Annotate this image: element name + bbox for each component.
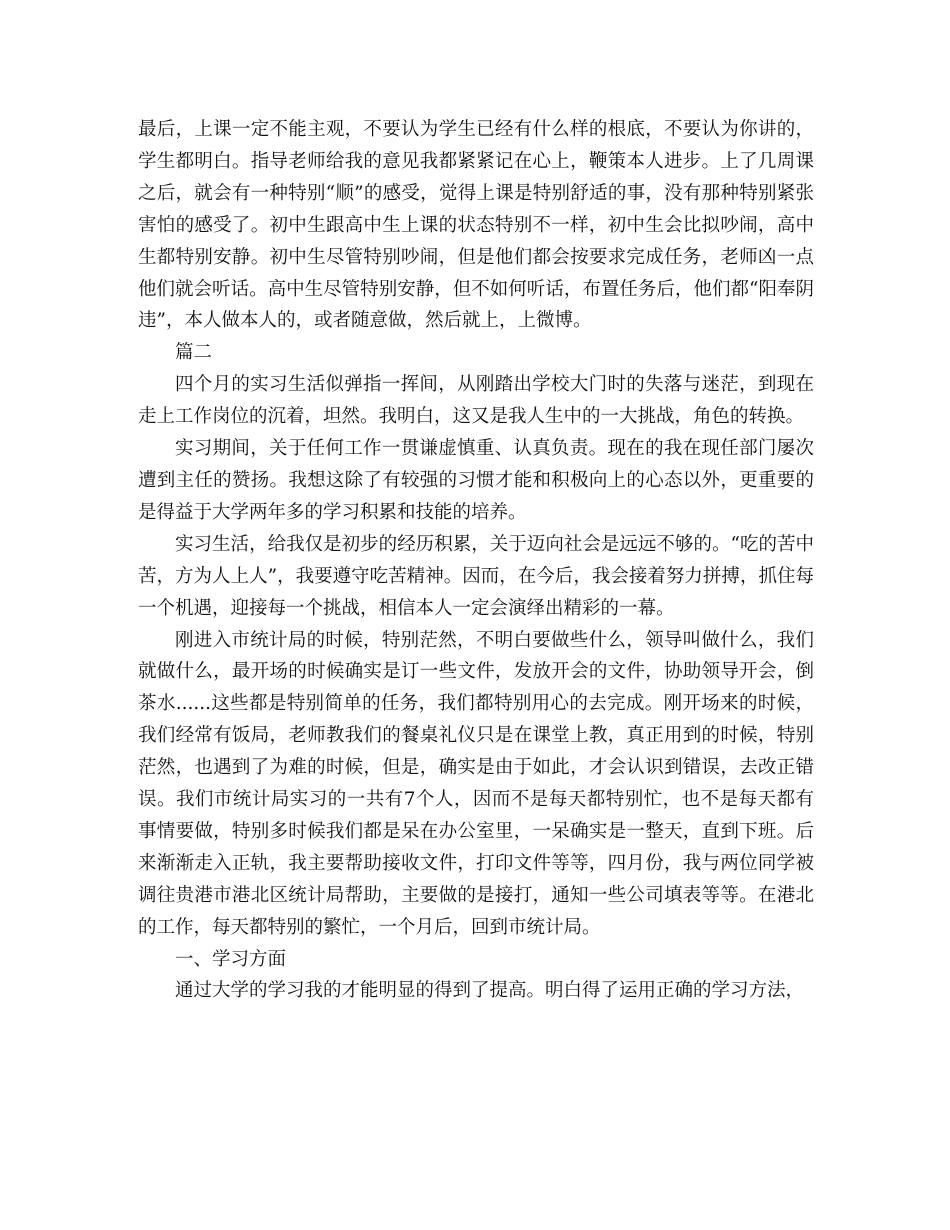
document-body (138, 114, 814, 1007)
paragraph-statistics-bureau: 刚进入市统计局的时候，特别茫然，不明白要做些什么，领导叫做什么，我们就做什么，最开场的时候确实是订一些文件，发放开会的文件，协助领导开会，倒茶水......这些都是特别简单的任务，我们都特别用心的去完成。刚开场来的时候，我们经常有饭局，老师教我们的餐桌礼仪只是在课堂上教，真正用到的时候，特别茫然，也遇到了为难的时候，但是，确实是由于如此，才会认识到错误，去改正错误。我们市统计局实习的一共有7个人，因而不是每天都特别忙，也不是每天都有事情要做，特别多时候我们都是呆在办公室里，一呆确实是一整天，直到下班。后来渐渐走入正轨，我主要帮助接收文件，打印文件等等，四月份，我与两位同学被调往贵港市港北区统计局帮助，主要做的是接打，通知一些公司填表等等。在港北的工作，每天都特别的繁忙，一个月后，回到市统计局。 (138, 629, 814, 938)
paragraph-study: 通过大学的学习我的才能明显的得到了提高。明白得了运用正确的学习方法， (175, 980, 805, 1002)
section-heading-part-two: 篇二 (175, 342, 213, 364)
paragraph-internship-attitude: 实习期间，关于任何工作一贯谦虚慎重、认真负责。现在的我在现任部门屡次遭到主任的赞扬。我想这除了有较强的习惯才能和积极向上的心态以外，更重要的是得益于大学两年多的学习积累和技能的培养。 (138, 438, 814, 523)
paragraph-internship-intro: 四个月的实习生活似弹指一挥间，从刚踏出学校大门时的失落与迷茫，到现在走上工作岗位的沉着，坦然。我明白，这又是我人生中的一大挑战，角色的转换。 (138, 374, 814, 428)
paragraph-closing-lesson: 最后，上课一定不能主观，不要认为学生已经有什么样的根底，不要认为你讲的，学生都明白。指导老师给我的意见我都紧紧记在心上，鞭策本人进步。上了几周课之后，就会有一种特别“顺”的感受，觉得上课是特别舒适的事，没有那种特别紧张害怕的感受了。初中生跟高中生上课的状态特别不一样，初中生会比拟吵闹，高中生都特别安静。初中生尽管特别吵闹，但是他们都会按要求完成任务，老师凶一点他们就会听话。高中生尽管特别安静，但不如何听话，布置任务后，他们都“阳奉阴违”，本人做本人的，或者随意做，然后就上，上微博。 (138, 119, 814, 332)
paragraph-internship-experience: 实习生活，给我仅是初步的经历积累，关于迈向社会是远远不够的。“吃的苦中苦，方为人上人”，我要遵守吃苦精神。因而，在今后，我会接着努力拼搏，抓住每一个机遇，迎接每一个挑战，相信本人一定会演绎出精彩的一幕。 (138, 533, 814, 619)
section-heading-study: 一、学习方面 (175, 948, 287, 970)
